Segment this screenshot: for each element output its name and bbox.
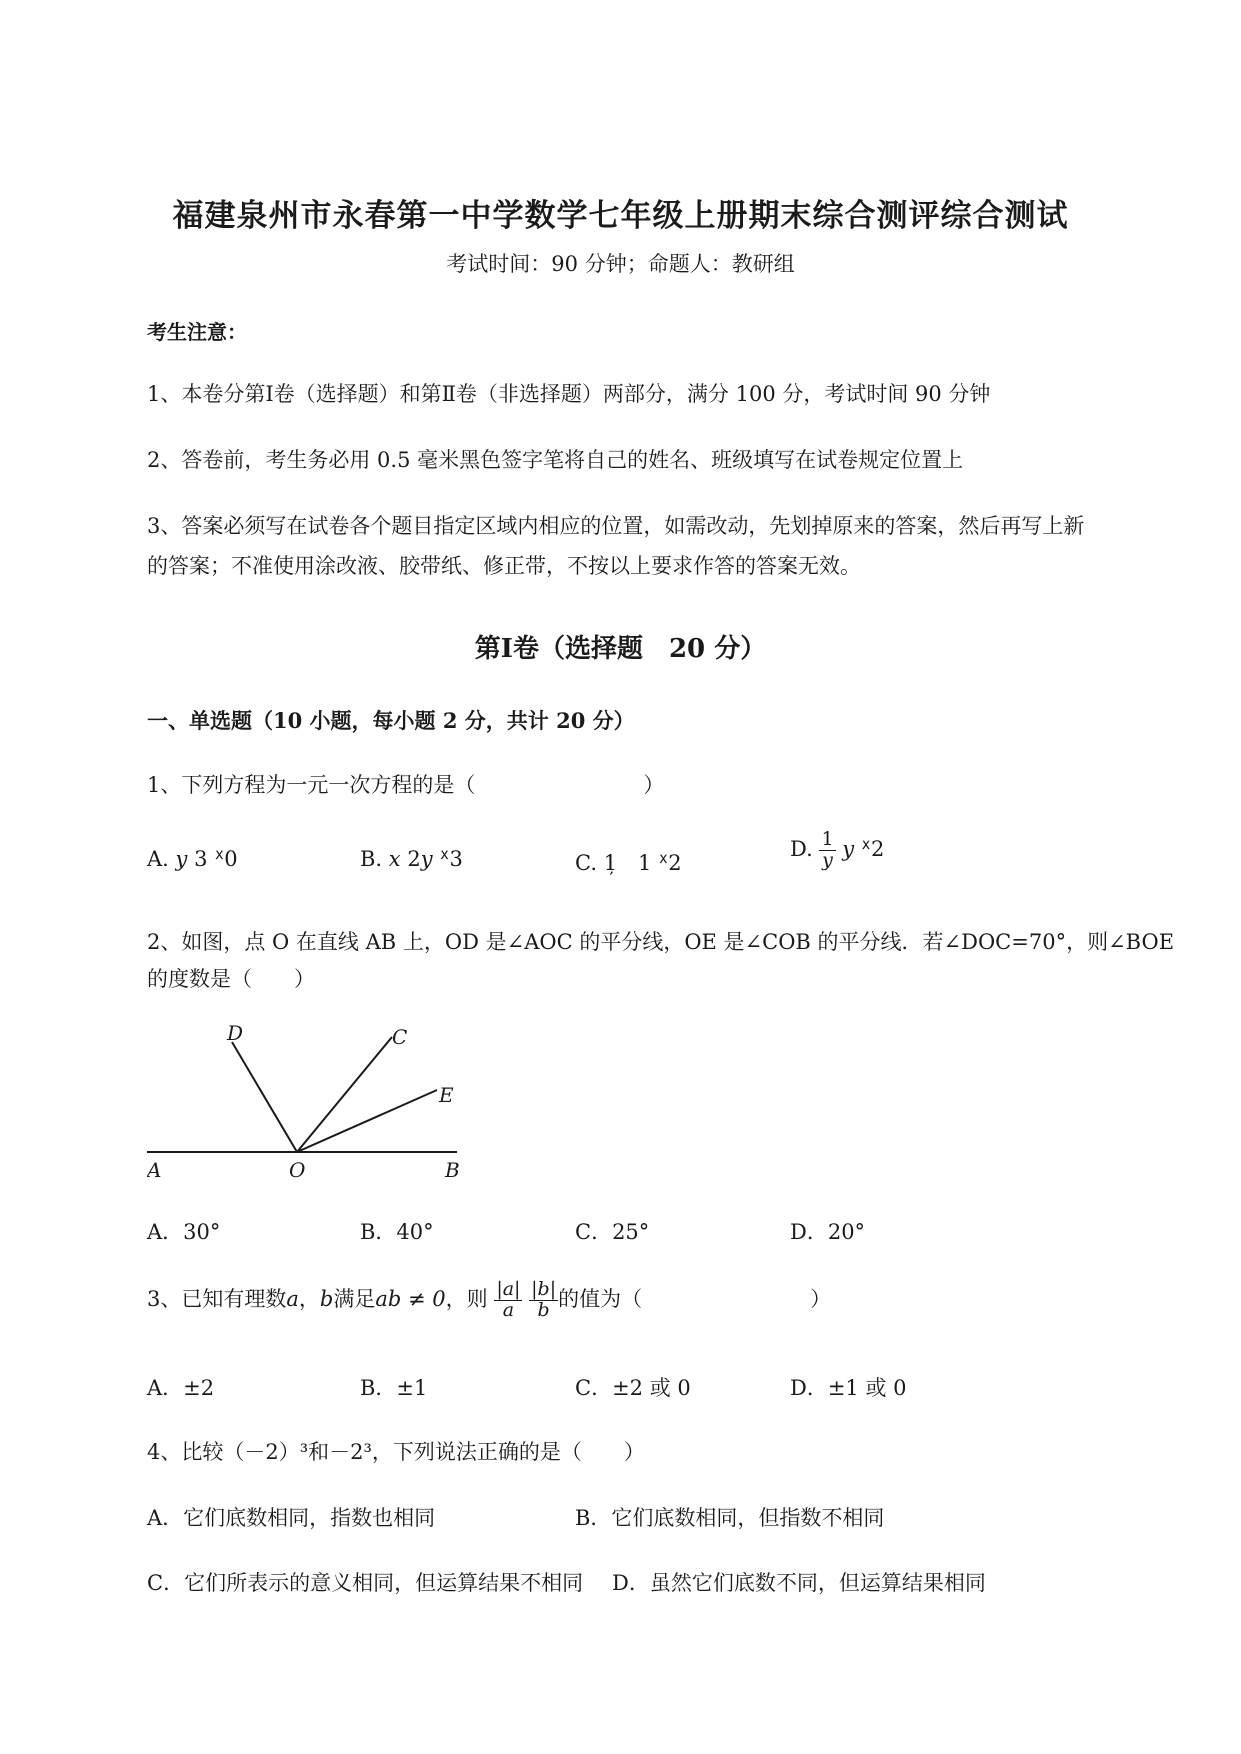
q1-option-a [147,847,238,871]
q4-option-c: C．它们所表示的意义相同，但运算结果不相同 [147,1571,584,1595]
fraction-denominator: y [822,848,833,871]
fraction [494,1280,522,1321]
part-heading: 一、单选题（10 小题，每小题 2 分，共计 20 分） [147,708,635,733]
q3-text: 3、已知有理数 [147,1286,287,1311]
q4-option-d: D．虽然它们底数不同，但运算结果相同 [612,1571,986,1595]
q2-stem-line1: 2、如图，点 O 在直线 AB 上，OD 是∠AOC 的平分线，OE 是∠COB 的平分线．若∠DOC=70°，则∠BOE [147,930,1175,954]
math-expr: 2 [407,847,421,871]
q3-option-a: A．±2 [147,1376,215,1400]
q3-option-c: C．±2 或 0 [575,1376,691,1400]
point-label-b: B [445,1158,460,1182]
angle-figure [147,1022,467,1186]
q3-stem [147,1280,831,1321]
ray-od [232,1042,297,1152]
q3-text: 的值为（ ） [558,1286,832,1311]
math-expr: 1̦ 1 ᕽ2 [603,851,682,875]
q2-option-a: A．30° [147,1220,221,1244]
q4-option-a: A．它们底数相同，指数也相同 [147,1506,436,1530]
option-label: C. [575,851,597,875]
fraction-numerator: 1 [821,828,834,850]
q4-stem: 4、比较（－2）³和－2³，下列说法正确的是（ ） [147,1440,645,1464]
point-label-a: A [147,1158,162,1182]
q2-option-b: B．40° [360,1220,434,1244]
q3-option-d: D．±1 或 0 [790,1376,907,1400]
notice-item-2: 2、答卷前，考生务必用 0.5 毫米黑色签字笔将自己的姓名、班级填写在试卷规定位置上 [147,448,964,472]
fraction-numerator: |a| [496,1278,521,1300]
point-label-e: E [439,1083,454,1107]
math-var: y [420,847,433,871]
exam-subtitle: 考试时间：90 分钟；命题人：教研组 [446,252,795,276]
math-var: y [175,847,188,871]
math-expr: ab ≠ 0 [375,1286,446,1311]
option-label: A. [147,847,169,871]
q2-stem-line2: 的度数是（ ） [147,967,315,991]
q1-option-d [790,830,884,871]
math-var: b [319,1286,334,1311]
option-label: D. [790,836,813,861]
fraction-denominator: a [502,1298,515,1321]
q3-option-b: B．±1 [360,1376,428,1400]
q4-option-b: B．它们底数相同，但指数不相同 [575,1506,885,1530]
point-label-o: O [289,1158,306,1182]
math-var: x [388,847,401,871]
point-label-c: C [392,1025,408,1049]
fraction [819,830,835,871]
notice-item-1: 1、本卷分第Ⅰ卷（选择题）和第Ⅱ卷（非选择题）两部分，满分 100 分，考试时间 90 分钟 [147,382,991,406]
math-expr: ᕽ3 [439,847,463,871]
q2-option-d: D．20° [790,1220,866,1244]
fraction-numerator: |b| [531,1278,557,1300]
q3-text: ， [298,1286,320,1311]
ray-oe [297,1090,437,1152]
math-var: a [286,1286,299,1311]
q3-text: 满足 [333,1286,376,1311]
section-title: 第Ⅰ卷（选择题 20 分） [474,634,767,664]
notice-item-3-line1: 3、答案必须写在试卷各个题目指定区域内相应的位置，如需改动，先划掉原来的答案，然后再写上新 [147,514,1085,538]
point-label-d: D [227,1022,244,1045]
ray-oc [297,1037,392,1152]
q1-stem: 1、下列方程为一元一次方程的是（ ） [147,773,665,797]
angle-figure-svg [147,1022,467,1182]
math-expr: ᕽ2 [860,836,885,861]
notice-heading: 考生注意： [147,320,247,344]
math-var: y [842,836,855,861]
exam-title: 福建泉州市永春第一中学数学七年级上册期末综合测评综合测试 [172,198,1069,234]
math-expr: 3 ᕽ0 [194,847,238,871]
q1-option-b [360,847,463,871]
q3-text: ，则 [445,1286,488,1311]
q2-option-c: C．25° [575,1220,650,1244]
notice-item-3-line2: 的答案；不准使用涂改液、胶带纸、修正带，不按以上要求作答的答案无效。 [147,554,861,578]
fraction [529,1280,558,1321]
q1-option-c [575,847,682,877]
fraction-denominator: b [537,1298,550,1321]
option-label: B. [360,847,383,871]
